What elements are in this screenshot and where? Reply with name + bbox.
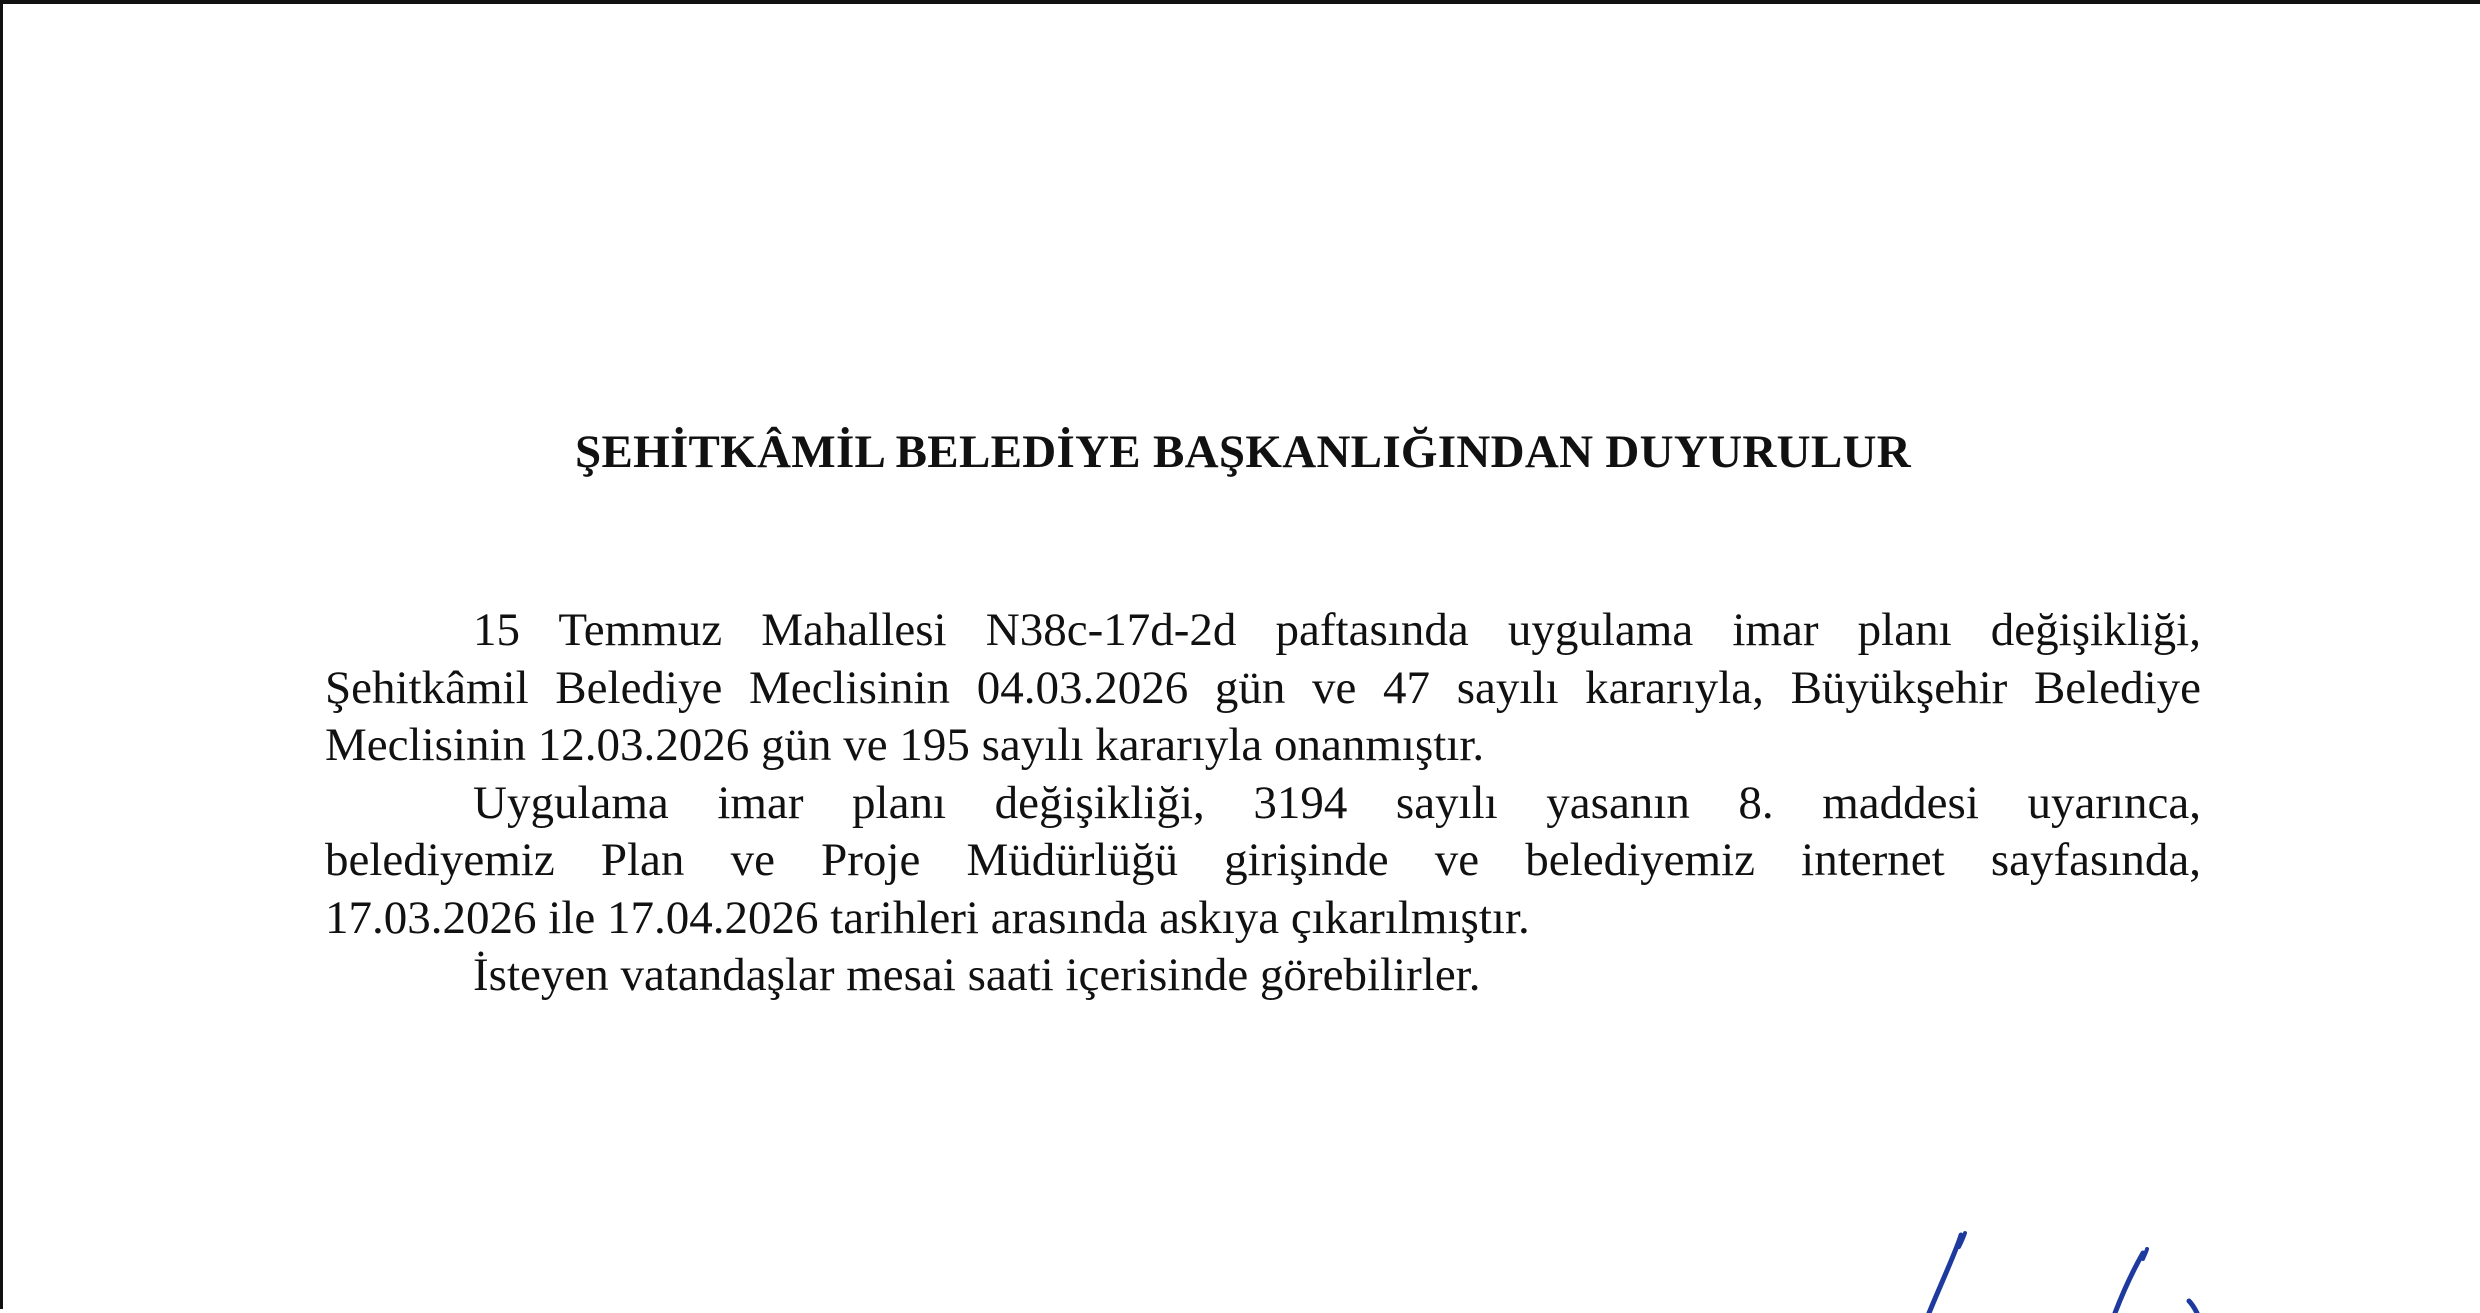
paragraph-line: 15 Temmuz Mahallesi N38c-17d-2d paftasında uygulama imar planı değişikliği,	[473, 604, 2201, 656]
paragraph-line: Meclisinin 12.03.2026 gün ve 195 sayılı kararıyla onanmıştır.	[325, 719, 1485, 771]
paragraph-line: Şehitkâmil Belediye Meclisinin 04.03.2026 gün ve 47 sayılı kararıyla, Büyükşehir Belediye	[325, 661, 2201, 714]
paragraph-viewing	[325, 947, 2201, 1005]
paragraph-posting	[325, 775, 2201, 948]
paragraph-line: 17.03.2026 ile 17.04.2026 tarihleri arasında askıya çıkarılmıştır.	[325, 891, 1530, 944]
paragraph-line: Uygulama imar planı değişikliği, 3194 sayılı yasanın 8. maddesi uyarınca,	[473, 776, 2201, 829]
announcement-body	[325, 602, 2201, 1005]
paragraph-line: belediyemiz Plan ve Proje Müdürlüğü girişinde ve belediyemiz internet sayfasında,	[325, 834, 2201, 886]
signature-scribble	[1903, 1229, 2203, 1313]
paragraph-line: İsteyen vatandaşlar mesai saati içerisinde görebilirler.	[473, 949, 1481, 1001]
paragraph-plan-change	[325, 602, 2201, 775]
announcement-title: ŞEHİTKÂMİL BELEDİYE BAŞKANLIĞINDAN DUYURULUR	[575, 426, 1911, 478]
